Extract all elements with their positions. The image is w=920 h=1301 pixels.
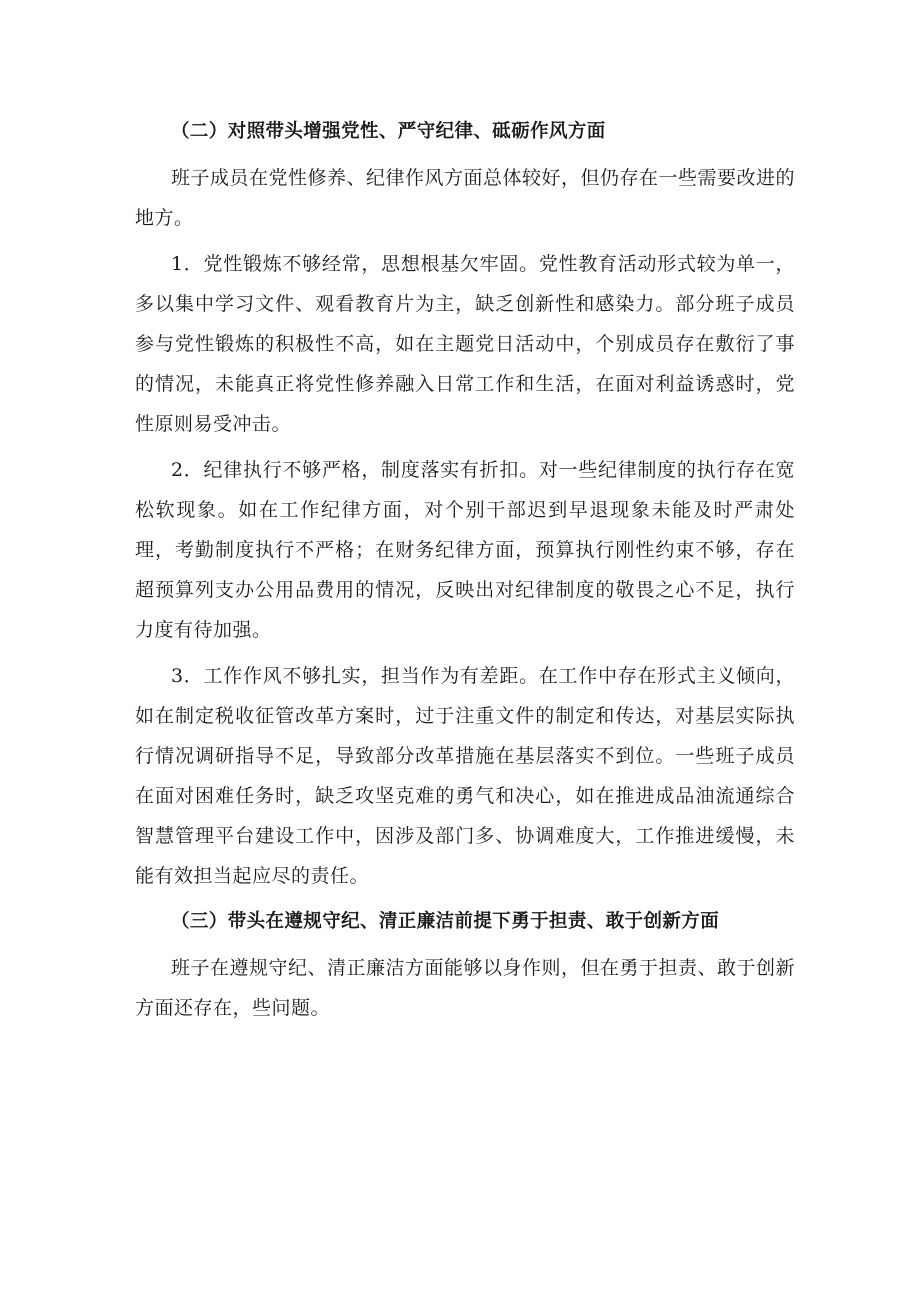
section-3-heading: （三）带头在遵规守纪、清正廉洁前提下勇于担责、敢于创新方面 [171, 911, 720, 932]
section-2-heading: （二）对照带头增强党性、严守纪律、砥砺作风方面 [171, 121, 606, 142]
section-2-item-2: 2．纪律执行不够严格，制度落实有折扣。对一些纪律制度的执行存在宽松软现象。如在工作纪律方面，对个别干部迟到早退现象未能及时严肃处理，考勤制度执行不严格；在财务纪律方面，预算执行刚性约束不够，存在超预算列支办公用品费用的情况，反映出对纪律制度的敬畏之心不足，执行力度有待加强。 [135, 459, 795, 641]
section-2-item-3: 3．工作作风不够扎实，担当作为有差距。在工作中存在形式主义倾向，如在制定税收征管改革方案时，过于注重文件的制定和传达，对基层实际执行情况调研指导不足，导致部分改革措施在基层落实不到位。一些班子成员在面对困难任务时，缺乏攻坚克难的勇气和决心，如在推进成品油流通综合智慧管理平台建设工作中，因涉及部门多、协调难度大，工作推进缓慢，未能有效担当起应尽的责任。 [135, 665, 795, 887]
section-3-intro: 班子在遵规守纪、清正廉洁方面能够以身作则，但在勇于担责、敢于创新方面还存在，些问题。 [135, 957, 796, 1019]
document-body [135, 112, 795, 1034]
section-2-intro: 班子成员在党性修养、纪律作风方面总体较好，但仍存在一些需要改进的地方。 [135, 167, 796, 229]
section-2-item-1: 1．党性锻炼不够经常，思想根基欠牢固。党性教育活动形式较为单一，多以集中学习文件、观看教育片为主，缺乏创新性和感染力。部分班子成员参与党性锻炼的积极性不高，如在主题党日活动中，个别成员存在敷衍了事的情况，未能真正将党性修养融入日常工作和生活，在面对利益诱惑时，党性原则易受冲击。 [135, 253, 795, 435]
